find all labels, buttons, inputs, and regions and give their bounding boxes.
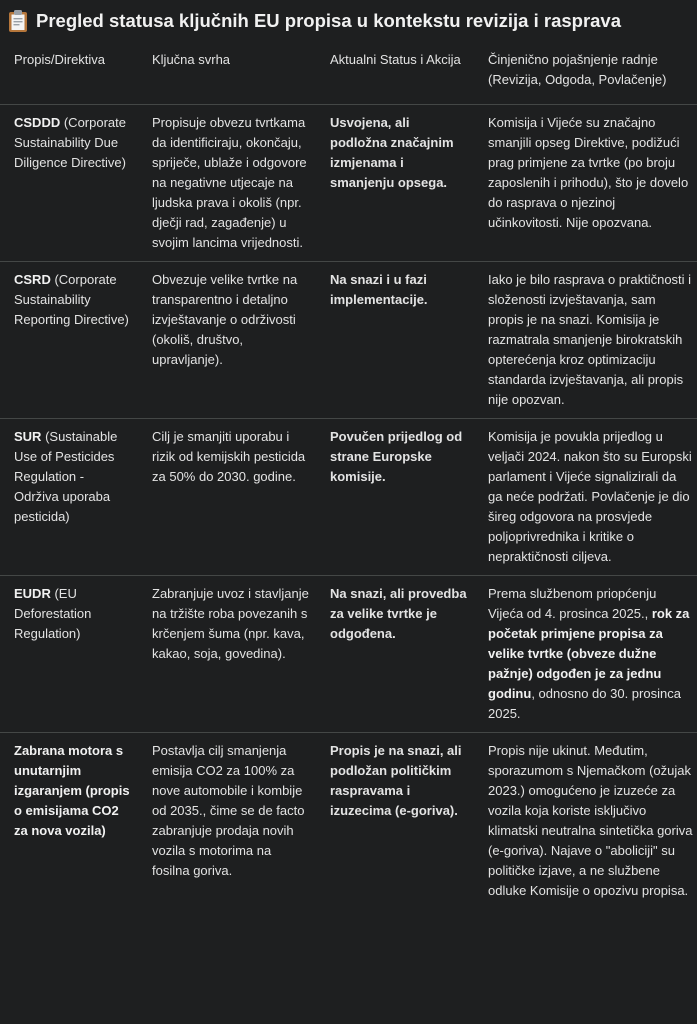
document-title-text: Pregled statusa ključnih EU propisa u kontekstu revizija i rasprava [36, 10, 622, 31]
table-row [0, 262, 697, 419]
regulation-full-name: (Sustainable Use of Pesticides Regulation - Održiva uporaba pesticida) [14, 429, 118, 524]
clipboard-icon [8, 9, 28, 33]
status-cell: Na snazi, ali provedba za velike tvrtke je odgođena. [316, 576, 474, 733]
purpose-cell: Postavlja cilj smanjenja emisija CO2 za 100% za nove automobile i kombije od 2035., čime se de facto zabranjuje prodaja novih vozila s motorima na fosilna goriva. [138, 733, 316, 910]
table-header-row [0, 42, 697, 105]
document-title [8, 6, 621, 36]
purpose-cell: Propisuje obvezu tvrtkama da identificiraju, okončaju, spriječe, ublaže i odgovore na negativne utjecaje na ljudska prava i okoliš (npr. dječji rad, zagađenje) u svojim lancima vrijednosti. [138, 105, 316, 262]
status-cell: Povučen prijedlog od strane Europske komisije. [316, 419, 474, 576]
regulation-abbreviation: SUR [14, 429, 42, 444]
regulations-table-container [0, 42, 697, 1024]
status-cell: Propis je na snazi, ali podložan političkim raspravama i izuzecima (e-goriva). [316, 733, 474, 910]
explanation-cell: Iako je bilo rasprava o praktičnosti i složenosti izvještavanja, sam propis je na snazi. Komisija je razmatrala smanjenje birokratskih opterećenja kroz optimizaciju standarda izvještavanja, ali propis nije opozvan. [474, 262, 697, 419]
explanation-cell: Komisija je povukla prijedlog u veljači 2024. nakon što su Europski parlament i Vijeće signalizirali da ga neće podržati. Povlačenje je dio šireg odgovora na prosvjede poljoprivrednika i kritike o nepraktičnosti ciljeva. [474, 419, 697, 576]
explanation-text: Prema službenom priopćenju Vijeća od 4. prosinca 2025., [488, 586, 657, 621]
explanation-cell: Komisija i Vijeće su značajno smanjili opseg Direktive, podižući prag primjene za tvrtke (po broju zaposlenih i prihodu), što je dovelo do rasprava o njezinoj učinkovitosti. Nije opozvana. [474, 105, 697, 262]
status-cell: Na snazi i u fazi implementacije. [316, 262, 474, 419]
regulation-abbreviation: CSRD [14, 272, 51, 287]
regulation-full-name: (EU Deforestation Regulation) [14, 586, 92, 641]
column-header-status: Aktualni Status i Akcija [316, 42, 474, 105]
regulation-abbreviation: CSDDD [14, 115, 61, 130]
explanation-cell [474, 576, 697, 733]
regulation-cell [0, 262, 138, 419]
regulation-full-name: (Corporate Sustainability Reporting Directive) [14, 272, 129, 327]
explanation-highlight: rok za početak primjene propisa za velike tvrtke (obveze dužne pažnje) odgođen je za jednu godinu [488, 606, 690, 701]
column-header-regulation: Propis/Direktiva [0, 42, 138, 105]
regulation-abbreviation: EUDR [14, 586, 51, 601]
regulation-cell [0, 733, 138, 910]
table-row [0, 576, 697, 733]
purpose-cell: Zabranjuje uvoz i stavljanje na tržište roba povezanih s krčenjem šuma (npr. kava, kakao, soja, govedina). [138, 576, 316, 733]
regulation-name: Zabrana motora s unutarnjim izgaranjem (propis o emisijama CO2 za nova vozila) [14, 743, 130, 838]
column-header-purpose: Ključna svrha [138, 42, 316, 105]
regulation-cell [0, 419, 138, 576]
purpose-cell: Cilj je smanjiti uporabu i rizik od kemijskih pesticida za 50% do 2030. godine. [138, 419, 316, 576]
explanation-cell: Propis nije ukinut. Međutim, sporazumom s Njemačkom (ožujak 2023.) omogućeno je izuzeće za vozila koja koriste isključivo klimatski neutralna sintetička goriva (e-goriva). Najave o "aboliciji" su političke izjave, a ne službene odluke Komisije o opozivu propisa. [474, 733, 697, 910]
regulation-full-name: (Corporate Sustainability Due Diligence Directive) [14, 115, 126, 170]
column-header-explanation: Činjenično pojašnjenje radnje (Revizija, Odgoda, Povlačenje) [474, 42, 697, 105]
purpose-cell: Obvezuje velike tvrtke na transparentno i detaljno izvještavanje o održivosti (okoliš, društvo, upravljanje). [138, 262, 316, 419]
regulation-cell [0, 576, 138, 733]
table-row [0, 733, 697, 910]
status-cell: Usvojena, ali podložna značajnim izmjenama i smanjenju opsega. [316, 105, 474, 262]
table-row [0, 419, 697, 576]
regulation-cell [0, 105, 138, 262]
explanation-text-end: , odnosno do 30. prosinca 2025. [488, 686, 681, 721]
table-row [0, 105, 697, 262]
regulations-table [0, 42, 697, 909]
